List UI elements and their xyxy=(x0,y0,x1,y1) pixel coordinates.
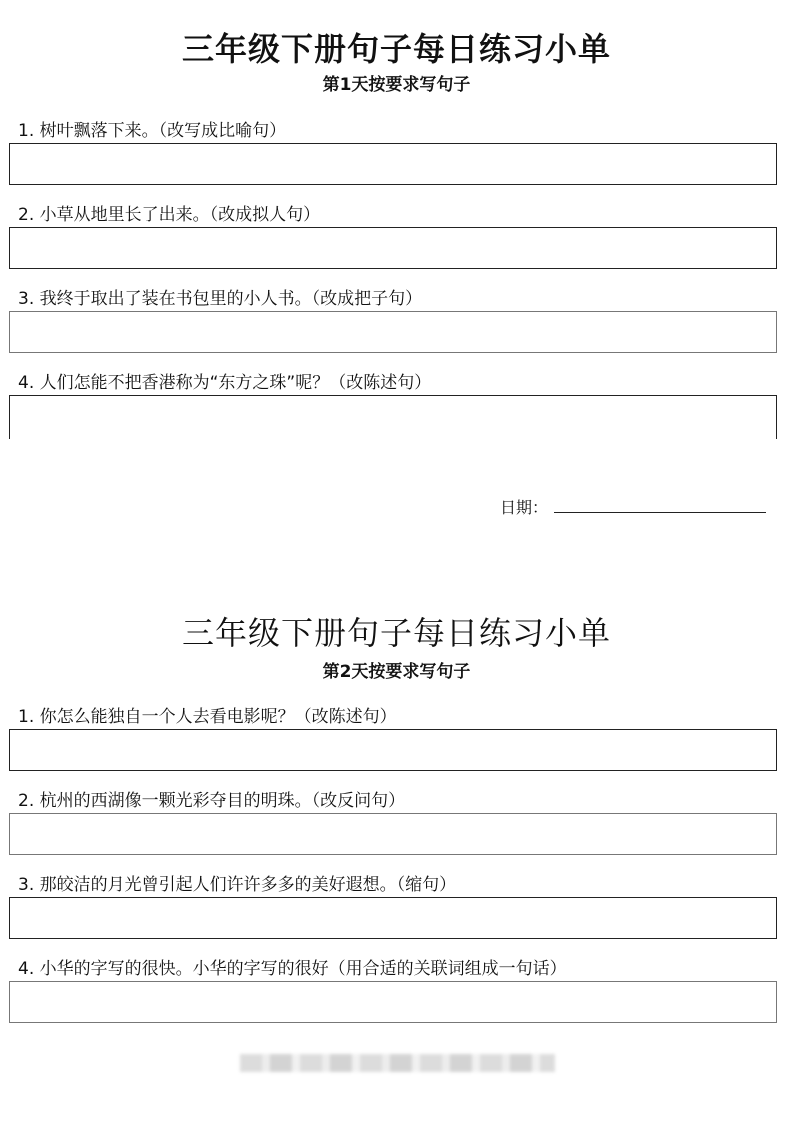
day2-answer-box-1[interactable] xyxy=(9,729,777,771)
day1-title: 三年级下册句子每日练习小单 xyxy=(181,30,611,68)
day2-subtitle: 第2天按要求写句子 xyxy=(322,662,471,682)
day1-question-3: 3. 我终于取出了装在书包里的小人书。（改成把子句） xyxy=(18,289,423,309)
day1-question-4: 4. 人们怎能不把香港称为“东方之珠”呢？（改陈述句） xyxy=(18,373,432,393)
day1-answer-box-1[interactable] xyxy=(9,143,777,185)
day1-question-2: 2. 小草从地里长了出来。（改成拟人句） xyxy=(18,205,321,225)
day2-title: 三年级下册句子每日练习小单 xyxy=(181,614,611,652)
day1-answer-box-3[interactable] xyxy=(9,311,777,353)
day1-question-1: 1. 树叶飘落下来。（改写成比喻句） xyxy=(18,121,287,141)
day2-answer-box-4[interactable] xyxy=(9,981,777,1023)
day2-question-1: 1. 你怎么能独自一个人去看电影呢？（改陈述句） xyxy=(18,707,397,727)
day1-answer-box-2[interactable] xyxy=(9,227,777,269)
day2-question-4: 4. 小华的字写的很快。小华的字写的很好（用合适的关联词组成一句话） xyxy=(18,959,567,979)
date-input-line[interactable] xyxy=(554,512,766,513)
day2-answer-box-3[interactable] xyxy=(9,897,777,939)
day2-question-2: 2. 杭州的西湖像一颗光彩夺目的明珠。（改反问句） xyxy=(18,791,406,811)
day2-answer-box-2[interactable] xyxy=(9,813,777,855)
day1-subtitle: 第1天按要求写句子 xyxy=(322,75,471,95)
day1-answer-box-4[interactable] xyxy=(9,395,777,439)
date-label: 日期： xyxy=(500,498,549,517)
day2-question-3: 3. 那皎洁的月光曾引起人们许许多多的美好遐想。（缩句） xyxy=(18,875,457,895)
blurred-watermark xyxy=(240,1054,555,1072)
